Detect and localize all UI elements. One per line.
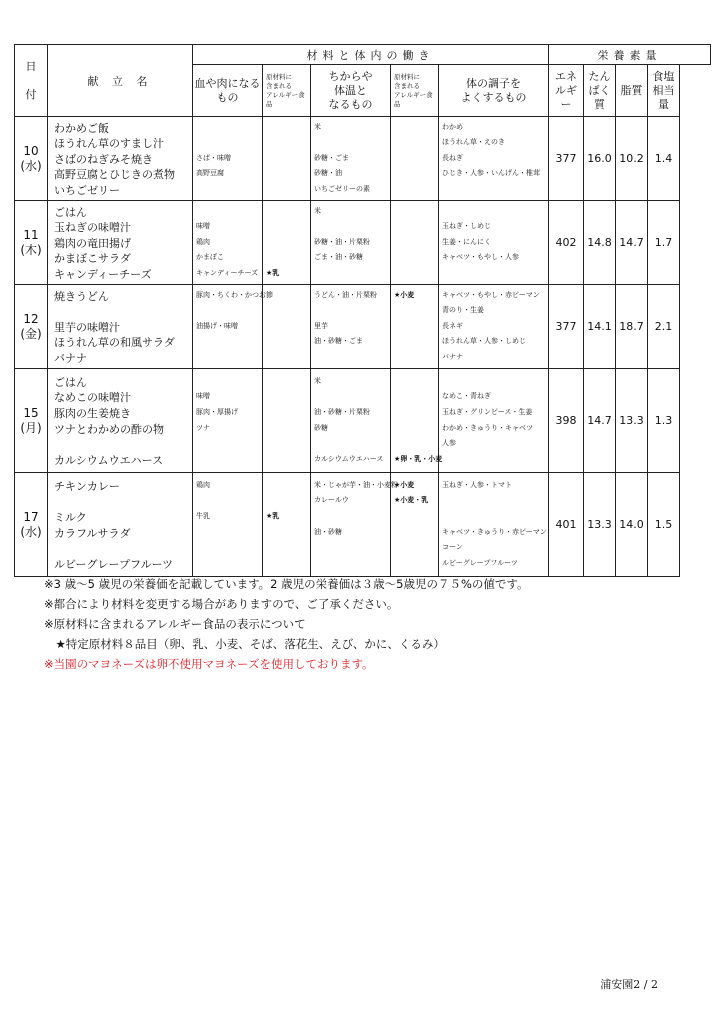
energy-ingredients	[311, 285, 391, 369]
energy-ingredients	[311, 201, 391, 285]
allergy-1	[263, 117, 311, 201]
condition-ingredients-line	[439, 509, 548, 525]
energy-ingredients-line	[311, 389, 390, 405]
allergy-1-line: ★乳	[266, 268, 280, 277]
dish-list-line: ごはん	[54, 205, 87, 219]
energy-ingredients-line: 米	[314, 376, 321, 385]
condition-ingredients-line: キャベツ・もやし・赤ピーマン	[442, 290, 540, 299]
blood-ingredients-line: 牛乳	[196, 511, 210, 520]
dish-list-line: バナナ	[54, 351, 87, 365]
energy-ingredients-line: カレールウ	[314, 496, 349, 505]
blood-ingredients-line	[193, 452, 262, 468]
blood-ingredients-line	[193, 374, 262, 390]
note-line: ※3 歳～5 歳児の栄養価を記載しています。2 歳児の栄養価は３歳～5歳児の７５%の値です。	[44, 577, 529, 591]
allergy-2-line	[391, 151, 438, 167]
allergy-1-line	[263, 166, 310, 182]
note-line: ※原材料に含まれるアレルギー食品の表示について	[44, 617, 306, 631]
allergy-1-line	[263, 452, 310, 468]
protein-value: 14.7	[584, 369, 616, 473]
menu-row	[15, 117, 711, 201]
dish-list-line: ツナとわかめの酢の物	[54, 422, 164, 436]
condition-ingredients-line: コーン	[442, 543, 463, 552]
day-cell: 12 (金)	[15, 285, 48, 369]
header-blood: 血や肉になるもの	[193, 65, 263, 117]
header-allergy-1: 原材料に 含まれる アレルギー食品	[263, 65, 311, 117]
blood-ingredients	[193, 117, 263, 201]
allergy-1-line	[263, 235, 310, 251]
allergy-1-line	[263, 556, 310, 572]
allergy-1-line	[263, 250, 310, 266]
blood-ingredients-line	[193, 120, 262, 136]
blood-ingredients-line: 鶏肉	[196, 480, 210, 489]
allergy-1-line	[263, 350, 310, 366]
blood-ingredients-line: 豚肉・ちくわ・かつお節	[196, 290, 273, 299]
protein-value: 14.8	[584, 201, 616, 285]
header-condition: 体の調子を よくするもの	[439, 65, 549, 117]
allergy-1-line	[263, 493, 310, 509]
blood-ingredients-line	[193, 436, 262, 452]
allergy-1-line	[263, 436, 310, 452]
energy-ingredients-line: 里芋	[314, 321, 328, 330]
condition-ingredients-line: 青のり・生姜	[442, 306, 484, 315]
condition-ingredients-line: ルビーグレープフルーツ	[442, 558, 518, 567]
energy-ingredients-line: 砂糖・油・片栗粉	[314, 237, 370, 246]
blood-ingredients-line	[193, 334, 262, 350]
day-cell: 10 (水)	[15, 117, 48, 201]
blood-ingredients-line	[193, 540, 262, 556]
energy-ingredients-line	[311, 219, 390, 235]
condition-ingredients	[439, 285, 549, 369]
condition-ingredients-line	[439, 266, 548, 282]
allergy-2-line	[391, 135, 438, 151]
allergy-2-line	[391, 509, 438, 525]
energy-ingredients-line	[311, 436, 390, 452]
energy-ingredients	[311, 369, 391, 473]
energy-ingredients-line: 油・砂糖・片栗粉	[314, 407, 370, 416]
condition-ingredients-line: 長ネギ	[442, 321, 463, 330]
energy-ingredients-line	[311, 540, 390, 556]
blood-ingredients-line	[193, 303, 262, 319]
allergy-2	[391, 285, 439, 369]
header-protein: たん ぱく 質	[584, 65, 616, 117]
blood-ingredients-line: かまぼこ	[196, 253, 224, 262]
allergy-2-line	[391, 421, 438, 437]
dish-list-line: ほうれん草のすまし汁	[54, 137, 164, 151]
menu-row	[15, 201, 711, 285]
menu-table	[14, 44, 711, 577]
dish-list-line	[48, 303, 192, 319]
allergy-2-line: ★小麦	[394, 480, 415, 489]
allergy-1-line	[263, 319, 310, 335]
blood-ingredients-line	[193, 135, 262, 151]
energy-value: 377	[549, 117, 584, 201]
dish-list	[48, 285, 193, 369]
energy-ingredients-line: カルシウムウエハース	[314, 454, 384, 463]
fat-value: 18.7	[616, 285, 648, 369]
allergy-2-line: ★小麦・乳	[394, 496, 429, 505]
fat-value: 13.3	[616, 369, 648, 473]
dish-list	[48, 117, 193, 201]
header-nutrition: 栄養素量	[549, 45, 711, 65]
header-salt: 食塩 相当 量	[648, 65, 680, 117]
energy-ingredients-line: 米	[314, 122, 321, 131]
condition-ingredients-line	[439, 182, 548, 198]
condition-ingredients-line: わかめ・きゅうり・キャベツ	[442, 423, 533, 432]
condition-ingredients-line: 玉ねぎ・しめじ	[442, 222, 491, 231]
dish-list-line: 焼きうどん	[54, 289, 109, 303]
allergy-2-line	[391, 182, 438, 198]
blood-ingredients	[193, 285, 273, 369]
allergy-2-line	[391, 219, 438, 235]
salt-value: 1.4	[648, 117, 680, 201]
condition-ingredients-line	[439, 204, 548, 220]
dish-list-line: 高野豆腐とひじきの煮物	[54, 168, 175, 182]
blood-ingredients	[193, 201, 263, 285]
notes	[44, 574, 528, 674]
energy-ingredients-line	[311, 350, 390, 366]
allergy-2-line	[391, 250, 438, 266]
energy-ingredients-line	[311, 303, 390, 319]
allergy-1-line	[263, 525, 310, 541]
note-line: ※都合により材料を変更する場合がありますので、ご了承ください。	[44, 597, 399, 611]
condition-ingredients-line	[439, 493, 548, 509]
allergy-2-line	[391, 389, 438, 405]
allergy-1-line	[263, 334, 310, 350]
fat-value: 14.7	[616, 201, 648, 285]
condition-ingredients	[439, 473, 549, 577]
allergy-2-line	[391, 436, 438, 452]
energy-value: 401	[549, 473, 584, 577]
fat-value: 10.2	[616, 117, 648, 201]
allergy-1-line	[263, 151, 310, 167]
allergy-2	[391, 473, 439, 577]
allergy-1-line	[263, 405, 310, 421]
energy-value: 402	[549, 201, 584, 285]
header-energy: エネ ルギ ー	[549, 65, 584, 117]
header-materials: 材料と体内の働き	[193, 45, 549, 65]
blood-ingredients	[193, 369, 263, 473]
condition-ingredients-line: キャベツ・きゅうり・赤ピーマン	[442, 527, 547, 536]
energy-ingredients-line: 米	[314, 206, 321, 215]
dish-list-line: ごはん	[54, 375, 87, 389]
note-mayonnaise: ※当園のマヨネーズは卵不使用マヨネーズを使用しております。	[44, 657, 374, 671]
condition-ingredients-line: キャベツ・もやし・人参	[442, 253, 519, 262]
blood-ingredients-line: 高野豆腐	[196, 169, 224, 178]
condition-ingredients	[439, 369, 549, 473]
day-cell: 11 (木)	[15, 201, 48, 285]
allergy-2-line	[391, 235, 438, 251]
allergy-2	[391, 369, 443, 473]
blood-ingredients	[193, 473, 263, 577]
header-dish: 献 立 名	[48, 45, 193, 117]
blood-ingredients-line: 味噌	[196, 392, 210, 401]
dish-list-line: かまぼこサラダ	[54, 252, 131, 266]
blood-ingredients-line: 鶏肉	[196, 237, 210, 246]
allergy-2-line	[391, 166, 438, 182]
allergy-1-line	[263, 219, 310, 235]
allergy-2-line	[391, 266, 438, 282]
energy-ingredients-line	[311, 556, 390, 572]
salt-value: 1.3	[648, 369, 680, 473]
condition-ingredients	[439, 117, 549, 201]
dish-list	[48, 473, 193, 577]
condition-ingredients-line: 長ねぎ	[442, 153, 463, 162]
allergy-1-line	[263, 135, 310, 151]
header-day: 日 付	[15, 45, 48, 117]
condition-ingredients-line: なめこ・青ねぎ	[442, 392, 491, 401]
condition-ingredients-line: 玉ねぎ・人参・トマト	[442, 480, 512, 489]
allergy-2-line	[391, 319, 438, 335]
energy-ingredients-line	[311, 509, 390, 525]
energy-value: 398	[549, 369, 584, 473]
blood-ingredients-line: 豚肉・厚揚げ	[196, 407, 238, 416]
allergy-2-line	[391, 374, 438, 390]
allergy-1	[263, 369, 311, 473]
dish-list-line: 玉ねぎの味噌汁	[54, 221, 131, 235]
dish-list-line: カルシウムウエハース	[54, 453, 164, 467]
salt-value: 1.5	[648, 473, 680, 577]
energy-ingredients-line	[311, 135, 390, 151]
day-cell: 15 (月)	[15, 369, 48, 473]
blood-ingredients-line: 油揚げ・味噌	[196, 321, 238, 330]
dish-list	[48, 369, 193, 473]
energy-ingredients-line: いちごゼリーの素	[314, 184, 370, 193]
blood-ingredients-line	[193, 556, 262, 572]
condition-ingredients-line: ひじき・人参・いんげん・椎茸	[442, 169, 540, 178]
allergy-2-line	[391, 540, 438, 556]
condition-ingredients-line: わかめ	[442, 122, 463, 131]
header-energy-source: ちからや 体温と なるもの	[311, 65, 391, 117]
page-footer: 浦安園2 / 2	[600, 978, 658, 991]
fat-value: 14.0	[616, 473, 648, 577]
protein-value: 14.1	[584, 285, 616, 369]
allergy-2-line	[391, 525, 438, 541]
dish-list-line: わかめご飯	[54, 121, 109, 135]
dish-list-line: さばのねぎみそ焼き	[54, 152, 153, 166]
allergy-2-line	[391, 350, 438, 366]
dish-list-line: ルビーグレープフルーツ	[54, 557, 174, 571]
allergy-1-line	[263, 421, 310, 437]
allergy-2-line	[391, 556, 438, 572]
menu-row	[15, 285, 711, 369]
energy-ingredients-line: 砂糖・油	[314, 169, 342, 178]
dish-list-line	[48, 540, 192, 556]
salt-value: 1.7	[648, 201, 680, 285]
header-fat: 脂質	[616, 65, 648, 117]
energy-ingredients-line: 砂糖	[314, 423, 328, 432]
allergy-1	[263, 201, 311, 285]
allergy-2-line	[391, 405, 438, 421]
condition-ingredients-line: バナナ	[442, 352, 463, 361]
dish-list-line: なめこの味噌汁	[54, 391, 131, 405]
menu-row	[15, 369, 711, 473]
dish-list-line: キャンディーチーズ	[54, 267, 152, 281]
dish-list-line: カラフルサラダ	[54, 526, 131, 540]
blood-ingredients-line	[193, 204, 262, 220]
allergy-1-line	[263, 389, 310, 405]
blood-ingredients-line: さば・味噌	[196, 153, 231, 162]
dish-list-line: 鶏肉の竜田揚げ	[54, 236, 131, 250]
allergy-2-line: ★卵・乳・小麦	[394, 454, 443, 463]
dish-list-line: ミルク	[54, 510, 87, 524]
energy-ingredients-line	[311, 266, 390, 282]
condition-ingredients-line: 人参	[442, 439, 456, 448]
energy-ingredients-line: うどん・油・片栗粉	[314, 290, 377, 299]
allergy-2-line	[391, 204, 438, 220]
blood-ingredients-line: 味噌	[196, 222, 210, 231]
header-allergy-2: 原材料に 含まれる アレルギー食品	[391, 65, 439, 117]
allergy-2-line	[391, 303, 438, 319]
energy-ingredients-line: 油・砂糖・ごま	[314, 337, 363, 346]
protein-value: 16.0	[584, 117, 616, 201]
condition-ingredients-line: ほうれん草・えのき	[442, 138, 505, 147]
condition-ingredients-line	[439, 452, 548, 468]
energy-value: 377	[549, 285, 584, 369]
menu-row	[15, 473, 711, 577]
energy-ingredients-line: ごま・油・砂糖	[314, 253, 363, 262]
allergy-1-line	[263, 182, 310, 198]
dish-list-line	[48, 493, 192, 509]
allergy-1-line	[263, 540, 310, 556]
blood-ingredients-line	[193, 350, 262, 366]
condition-ingredients-line: 生姜・にんにく	[442, 237, 491, 246]
allergy-1-line	[263, 303, 310, 319]
allergy-1-line: ★乳	[266, 511, 280, 520]
allergy-1-line	[263, 374, 310, 390]
allergy-2-line: ★小麦	[394, 290, 415, 299]
allergy-1-line	[263, 478, 310, 494]
energy-ingredients-line: 砂糖・ごま	[314, 153, 349, 162]
blood-ingredients-line	[193, 182, 262, 198]
condition-ingredients	[439, 201, 549, 285]
allergy-1	[263, 473, 311, 577]
allergy-1-line	[263, 204, 310, 220]
allergy-2-line	[391, 120, 438, 136]
condition-ingredients-line: ほうれん草・人参・しめじ	[442, 337, 526, 346]
note-line: ★特定原材料８品目（卵、乳、小麦、そば、落花生、えび、かに、くるみ）	[44, 637, 445, 651]
dish-list-line: 里芋の味噌汁	[54, 320, 120, 334]
condition-ingredients-line	[439, 374, 548, 390]
allergy-1-line	[263, 120, 310, 136]
allergy-2	[391, 117, 439, 201]
energy-ingredients	[311, 473, 398, 577]
energy-ingredients	[311, 117, 391, 201]
salt-value: 2.1	[648, 285, 680, 369]
dish-list-line: いちごゼリー	[54, 183, 120, 197]
blood-ingredients-line: ツナ	[196, 423, 210, 432]
allergy-2	[391, 201, 439, 285]
dish-list-line: ほうれん草の和風サラダ	[54, 336, 175, 350]
blood-ingredients-line	[193, 493, 262, 509]
allergy-2-line	[391, 334, 438, 350]
energy-ingredients-line: 油・砂糖	[314, 527, 342, 536]
energy-ingredients-line: 米・じゃが芋・油・小麦粉	[314, 480, 398, 489]
dish-list-line: チキンカレー	[54, 479, 120, 493]
dish-list-line	[48, 436, 192, 452]
day-cell: 17 (水)	[15, 473, 48, 577]
blood-ingredients-line: キャンディーチーズ	[196, 268, 259, 277]
dish-list-line: 豚肉の生姜焼き	[54, 406, 131, 420]
blood-ingredients-line	[193, 525, 262, 541]
dish-list	[48, 201, 193, 285]
protein-value: 13.3	[584, 473, 616, 577]
condition-ingredients-line: 玉ねぎ・グリンピース・生姜	[442, 407, 533, 416]
